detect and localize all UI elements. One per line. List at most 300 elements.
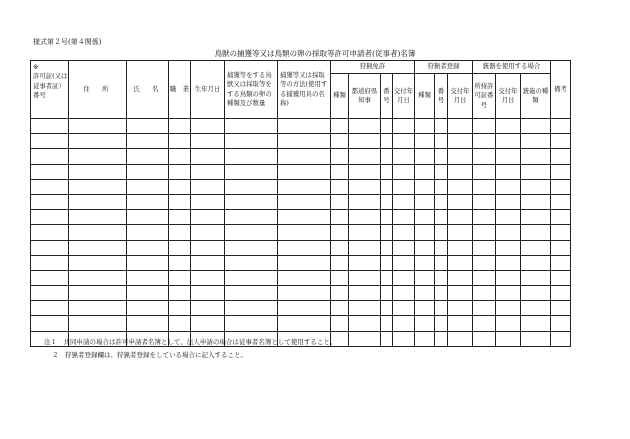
table-cell[interactable] xyxy=(381,301,393,316)
table-cell[interactable] xyxy=(448,270,473,285)
table-cell[interactable] xyxy=(551,301,571,316)
table-cell[interactable] xyxy=(435,134,448,149)
table-cell[interactable] xyxy=(551,149,571,164)
table-cell[interactable] xyxy=(169,149,191,164)
table-cell[interactable] xyxy=(278,286,331,301)
table-row xyxy=(31,164,571,179)
table-cell[interactable] xyxy=(278,210,331,225)
table-cell[interactable] xyxy=(448,331,473,346)
table-cell[interactable] xyxy=(31,164,69,179)
table-cell[interactable] xyxy=(448,119,473,134)
table-cell[interactable] xyxy=(349,134,381,149)
table-row xyxy=(31,270,571,285)
table-cell[interactable] xyxy=(393,255,415,270)
table-cell[interactable] xyxy=(127,119,169,134)
table-cell[interactable] xyxy=(331,225,349,240)
table-cell[interactable] xyxy=(496,255,521,270)
table-cell[interactable] xyxy=(415,194,435,209)
table-cell[interactable] xyxy=(349,210,381,225)
table-cell[interactable] xyxy=(191,149,225,164)
table-cell[interactable] xyxy=(127,179,169,194)
table-cell[interactable] xyxy=(225,134,278,149)
header-address: 住 所 xyxy=(69,61,127,119)
table-cell[interactable] xyxy=(435,255,448,270)
table-cell[interactable] xyxy=(225,270,278,285)
table-cell[interactable] xyxy=(448,286,473,301)
table-cell[interactable] xyxy=(127,316,169,331)
table-cell[interactable] xyxy=(448,225,473,240)
table-cell[interactable] xyxy=(551,331,571,346)
table-cell[interactable] xyxy=(127,255,169,270)
table-cell[interactable] xyxy=(473,134,496,149)
table-cell[interactable] xyxy=(69,149,127,164)
table-cell[interactable] xyxy=(521,194,551,209)
table-cell[interactable] xyxy=(381,316,393,331)
table-cell[interactable] xyxy=(169,179,191,194)
table-cell[interactable] xyxy=(225,164,278,179)
header-mark: ※ xyxy=(33,63,39,71)
table-cell[interactable] xyxy=(331,149,349,164)
table-cell[interactable] xyxy=(496,270,521,285)
table-cell[interactable] xyxy=(393,286,415,301)
table-cell[interactable] xyxy=(496,210,521,225)
table-cell[interactable] xyxy=(31,255,69,270)
table-cell[interactable] xyxy=(278,194,331,209)
table-cell[interactable] xyxy=(225,255,278,270)
table-cell[interactable] xyxy=(331,134,349,149)
table-cell[interactable] xyxy=(521,331,551,346)
table-cell[interactable] xyxy=(31,301,69,316)
table-cell[interactable] xyxy=(496,194,521,209)
table-cell[interactable] xyxy=(381,194,393,209)
table-cell[interactable] xyxy=(381,286,393,301)
table-cell[interactable] xyxy=(473,119,496,134)
table-row xyxy=(31,210,571,225)
table-cell[interactable] xyxy=(551,240,571,255)
header-license-number: 番号 xyxy=(381,74,393,119)
table-cell[interactable] xyxy=(31,179,69,194)
table-cell[interactable] xyxy=(551,164,571,179)
table-cell[interactable] xyxy=(415,270,435,285)
table-cell[interactable] xyxy=(349,149,381,164)
table-cell[interactable] xyxy=(473,331,496,346)
table-cell[interactable] xyxy=(435,119,448,134)
table-cell[interactable] xyxy=(521,134,551,149)
header-license-issue-date: 交付年月日 xyxy=(393,74,415,119)
table-cell[interactable] xyxy=(278,255,331,270)
header-gun-type: 銃砲の種類 xyxy=(521,74,551,119)
table-cell[interactable] xyxy=(551,194,571,209)
table-cell[interactable] xyxy=(69,286,127,301)
table-cell[interactable] xyxy=(278,164,331,179)
table-cell[interactable] xyxy=(31,316,69,331)
table-row xyxy=(31,119,571,134)
header-registration-number: 番号 xyxy=(435,74,448,119)
table-cell[interactable] xyxy=(496,240,521,255)
table-cell[interactable] xyxy=(127,194,169,209)
table-cell[interactable] xyxy=(191,179,225,194)
table-cell[interactable] xyxy=(496,225,521,240)
table-cell[interactable] xyxy=(69,179,127,194)
table-cell[interactable] xyxy=(473,225,496,240)
table-cell[interactable] xyxy=(381,210,393,225)
header-birthdate: 生年月日 xyxy=(191,61,225,119)
table-cell[interactable] xyxy=(191,134,225,149)
table-cell[interactable] xyxy=(169,225,191,240)
table-cell[interactable] xyxy=(393,119,415,134)
table-cell[interactable] xyxy=(191,316,225,331)
table-cell[interactable] xyxy=(69,255,127,270)
table-cell[interactable] xyxy=(169,301,191,316)
table-row xyxy=(31,134,571,149)
table-cell[interactable] xyxy=(473,164,496,179)
table-cell[interactable] xyxy=(415,149,435,164)
table-cell[interactable] xyxy=(415,164,435,179)
table-cell[interactable] xyxy=(127,286,169,301)
table-cell[interactable] xyxy=(331,119,349,134)
table-cell[interactable] xyxy=(381,255,393,270)
table-cell[interactable] xyxy=(521,316,551,331)
table-cell[interactable] xyxy=(278,134,331,149)
table-cell[interactable] xyxy=(31,134,69,149)
table-cell[interactable] xyxy=(349,119,381,134)
table-cell[interactable] xyxy=(31,240,69,255)
table-cell[interactable] xyxy=(496,179,521,194)
table-cell[interactable] xyxy=(191,119,225,134)
table-cell[interactable] xyxy=(415,210,435,225)
table-cell[interactable] xyxy=(415,255,435,270)
table-cell[interactable] xyxy=(496,134,521,149)
table-cell[interactable] xyxy=(521,286,551,301)
table-cell[interactable] xyxy=(448,316,473,331)
table-cell[interactable] xyxy=(69,210,127,225)
table-cell[interactable] xyxy=(473,286,496,301)
table-cell[interactable] xyxy=(448,164,473,179)
table-cell[interactable] xyxy=(331,164,349,179)
table-cell[interactable] xyxy=(435,225,448,240)
table-cell[interactable] xyxy=(496,286,521,301)
table-cell[interactable] xyxy=(169,240,191,255)
table-cell[interactable] xyxy=(69,134,127,149)
table-cell[interactable] xyxy=(127,301,169,316)
table-cell[interactable] xyxy=(225,179,278,194)
table-cell[interactable] xyxy=(381,119,393,134)
table-cell[interactable] xyxy=(69,119,127,134)
table-cell[interactable] xyxy=(225,301,278,316)
table-cell[interactable] xyxy=(448,149,473,164)
table-cell[interactable] xyxy=(435,286,448,301)
table-cell[interactable] xyxy=(69,316,127,331)
table-cell[interactable] xyxy=(551,210,571,225)
table-cell[interactable] xyxy=(393,225,415,240)
table-cell[interactable] xyxy=(191,210,225,225)
table-cell[interactable] xyxy=(31,149,69,164)
table-cell[interactable] xyxy=(127,149,169,164)
table-cell[interactable] xyxy=(448,301,473,316)
table-cell[interactable] xyxy=(349,164,381,179)
table-cell[interactable] xyxy=(415,316,435,331)
table-cell[interactable] xyxy=(349,255,381,270)
table-cell[interactable] xyxy=(69,225,127,240)
form-label: 様式第２号(第４関係) xyxy=(33,38,102,46)
table-cell[interactable] xyxy=(473,210,496,225)
table-cell[interactable] xyxy=(31,286,69,301)
table-cell[interactable] xyxy=(521,179,551,194)
header-method: 捕獲等又は採取等の方法(使用する捕獲用具の名称) xyxy=(278,61,331,119)
table-cell[interactable] xyxy=(225,119,278,134)
header-registration-type: 種類 xyxy=(415,74,435,119)
table-cell[interactable] xyxy=(435,179,448,194)
table-cell[interactable] xyxy=(381,164,393,179)
table-cell[interactable] xyxy=(521,149,551,164)
table-cell[interactable] xyxy=(496,149,521,164)
table-cell[interactable] xyxy=(169,255,191,270)
table-cell[interactable] xyxy=(448,255,473,270)
table-cell[interactable] xyxy=(435,149,448,164)
table-cell[interactable] xyxy=(496,316,521,331)
table-cell[interactable] xyxy=(473,179,496,194)
table-cell[interactable] xyxy=(435,164,448,179)
table-cell[interactable] xyxy=(349,301,381,316)
header-registration-issue-date: 交付年月日 xyxy=(448,74,473,119)
table-row xyxy=(31,225,571,240)
table-cell[interactable] xyxy=(331,301,349,316)
table-cell[interactable] xyxy=(191,164,225,179)
table-cell[interactable] xyxy=(191,301,225,316)
table-cell[interactable] xyxy=(521,255,551,270)
table-cell[interactable] xyxy=(393,164,415,179)
table-cell[interactable] xyxy=(393,240,415,255)
table-cell[interactable] xyxy=(225,149,278,164)
table-cell[interactable] xyxy=(435,210,448,225)
table-row xyxy=(31,255,571,270)
header-species: 捕獲等をする鳥獣又は採取等をする鳥類の卵の種類及び数量 xyxy=(225,61,278,119)
table-cell[interactable] xyxy=(331,255,349,270)
table-cell[interactable] xyxy=(381,270,393,285)
table-cell[interactable] xyxy=(278,240,331,255)
table-cell[interactable] xyxy=(31,194,69,209)
table-cell[interactable] xyxy=(225,240,278,255)
table-cell[interactable] xyxy=(349,225,381,240)
table-cell[interactable] xyxy=(69,164,127,179)
table-cell[interactable] xyxy=(496,164,521,179)
table-cell[interactable] xyxy=(521,240,551,255)
table-cell[interactable] xyxy=(393,149,415,164)
table-cell[interactable] xyxy=(69,301,127,316)
table-cell[interactable] xyxy=(496,331,521,346)
table-cell[interactable] xyxy=(191,270,225,285)
table-cell[interactable] xyxy=(381,331,393,346)
table-cell[interactable] xyxy=(169,194,191,209)
table-cell[interactable] xyxy=(278,301,331,316)
header-gun-issue-date: 交付年月日 xyxy=(496,74,521,119)
table-cell[interactable] xyxy=(191,225,225,240)
header-name: 氏 名 xyxy=(127,61,169,119)
table-cell[interactable] xyxy=(415,301,435,316)
header-license-governor: 都道府県知事 xyxy=(349,74,381,119)
table-cell[interactable] xyxy=(381,240,393,255)
table-cell[interactable] xyxy=(169,286,191,301)
table-cell[interactable] xyxy=(225,225,278,240)
header-gun-use: 銃器を使用する場合 xyxy=(473,61,551,74)
table-cell[interactable] xyxy=(435,270,448,285)
table-cell[interactable] xyxy=(415,119,435,134)
table-cell[interactable] xyxy=(278,179,331,194)
table-cell[interactable] xyxy=(381,179,393,194)
table-cell[interactable] xyxy=(349,270,381,285)
table-cell[interactable] xyxy=(191,194,225,209)
roster-rows xyxy=(31,119,571,347)
table-cell[interactable] xyxy=(331,270,349,285)
table-cell[interactable] xyxy=(415,286,435,301)
table-row xyxy=(31,240,571,255)
header-hunter-registration: 狩猟者登録 xyxy=(415,61,473,74)
table-cell[interactable] xyxy=(448,179,473,194)
table-cell[interactable] xyxy=(331,210,349,225)
table-cell[interactable] xyxy=(331,194,349,209)
table-cell[interactable] xyxy=(349,286,381,301)
table-row xyxy=(31,301,571,316)
table-cell[interactable] xyxy=(225,286,278,301)
table-cell[interactable] xyxy=(349,316,381,331)
table-cell[interactable] xyxy=(393,210,415,225)
table-cell[interactable] xyxy=(415,331,435,346)
table-cell[interactable] xyxy=(473,316,496,331)
table-cell[interactable] xyxy=(521,270,551,285)
table-cell[interactable] xyxy=(191,240,225,255)
table-cell[interactable] xyxy=(521,210,551,225)
table-row xyxy=(31,286,571,301)
table-cell[interactable] xyxy=(331,286,349,301)
table-cell[interactable] xyxy=(473,194,496,209)
table-cell[interactable] xyxy=(473,255,496,270)
table-cell[interactable] xyxy=(278,119,331,134)
table-cell[interactable] xyxy=(225,210,278,225)
table-cell[interactable] xyxy=(496,119,521,134)
table-cell[interactable] xyxy=(169,316,191,331)
table-row xyxy=(31,194,571,209)
table-cell[interactable] xyxy=(381,134,393,149)
table-cell[interactable] xyxy=(473,270,496,285)
table-cell[interactable] xyxy=(349,194,381,209)
header-occupation: 職 業 xyxy=(169,61,191,119)
header-license-type: 種類 xyxy=(331,74,349,119)
table-cell[interactable] xyxy=(551,119,571,134)
table-cell[interactable] xyxy=(331,316,349,331)
table-cell[interactable] xyxy=(381,225,393,240)
table-cell[interactable] xyxy=(415,240,435,255)
table-cell[interactable] xyxy=(435,301,448,316)
table-cell[interactable] xyxy=(127,164,169,179)
table-cell[interactable] xyxy=(31,119,69,134)
table-cell[interactable] xyxy=(69,270,127,285)
table-cell[interactable] xyxy=(191,286,225,301)
table-cell[interactable] xyxy=(415,134,435,149)
table-cell[interactable] xyxy=(435,194,448,209)
table-cell[interactable] xyxy=(521,164,551,179)
table-cell[interactable] xyxy=(393,134,415,149)
table-cell[interactable] xyxy=(31,210,69,225)
table-cell[interactable] xyxy=(393,301,415,316)
table-cell[interactable] xyxy=(435,240,448,255)
table-cell[interactable] xyxy=(521,301,551,316)
table-cell[interactable] xyxy=(415,179,435,194)
table-cell[interactable] xyxy=(169,134,191,149)
table-cell[interactable] xyxy=(69,194,127,209)
table-cell[interactable] xyxy=(278,149,331,164)
table-cell[interactable] xyxy=(127,240,169,255)
table-cell[interactable] xyxy=(349,331,381,346)
table-cell[interactable] xyxy=(393,194,415,209)
table-cell[interactable] xyxy=(331,240,349,255)
header-permit-number xyxy=(31,61,69,119)
table-cell[interactable] xyxy=(448,210,473,225)
table-cell[interactable] xyxy=(551,134,571,149)
header-remarks: 備考 xyxy=(551,61,571,119)
table-cell[interactable] xyxy=(393,270,415,285)
table-cell[interactable] xyxy=(448,240,473,255)
table-cell[interactable] xyxy=(435,331,448,346)
table-cell[interactable] xyxy=(169,210,191,225)
table-cell[interactable] xyxy=(278,316,331,331)
table-row xyxy=(31,179,571,194)
table-cell[interactable] xyxy=(225,316,278,331)
note-2: ２ 狩猟者登録欄は、狩猟者登録をしている場合に記入すること。 xyxy=(52,351,247,359)
table-cell[interactable] xyxy=(473,240,496,255)
table-cell[interactable] xyxy=(127,225,169,240)
table-cell[interactable] xyxy=(31,225,69,240)
table-cell[interactable] xyxy=(278,270,331,285)
table-cell[interactable] xyxy=(473,301,496,316)
table-cell[interactable] xyxy=(448,194,473,209)
table-cell[interactable] xyxy=(191,255,225,270)
table-cell[interactable] xyxy=(225,194,278,209)
table-cell[interactable] xyxy=(521,225,551,240)
table-cell[interactable] xyxy=(349,179,381,194)
table-cell[interactable] xyxy=(448,134,473,149)
table-cell[interactable] xyxy=(31,270,69,285)
table-cell[interactable] xyxy=(331,179,349,194)
table-cell[interactable] xyxy=(551,255,571,270)
table-cell[interactable] xyxy=(393,179,415,194)
table-cell[interactable] xyxy=(169,119,191,134)
table-row xyxy=(31,149,571,164)
table-cell[interactable] xyxy=(551,225,571,240)
header-permit-number-text: 許可証(又は従事者証）番号 xyxy=(33,72,68,99)
table-cell[interactable] xyxy=(381,149,393,164)
table-row xyxy=(31,316,571,331)
table-cell[interactable] xyxy=(393,331,415,346)
table-cell[interactable] xyxy=(551,179,571,194)
table-cell[interactable] xyxy=(496,301,521,316)
table-cell[interactable] xyxy=(278,225,331,240)
table-cell[interactable] xyxy=(393,316,415,331)
table-cell[interactable] xyxy=(169,164,191,179)
table-cell[interactable] xyxy=(169,270,191,285)
table-cell[interactable] xyxy=(521,119,551,134)
table-cell[interactable] xyxy=(435,316,448,331)
table-cell[interactable] xyxy=(473,149,496,164)
table-cell[interactable] xyxy=(349,240,381,255)
table-cell[interactable] xyxy=(551,286,571,301)
table-cell[interactable] xyxy=(127,210,169,225)
table-cell[interactable] xyxy=(69,240,127,255)
table-cell[interactable] xyxy=(127,270,169,285)
table-cell[interactable] xyxy=(415,225,435,240)
table-cell[interactable] xyxy=(551,316,571,331)
table-cell[interactable] xyxy=(551,270,571,285)
table-cell[interactable] xyxy=(127,134,169,149)
